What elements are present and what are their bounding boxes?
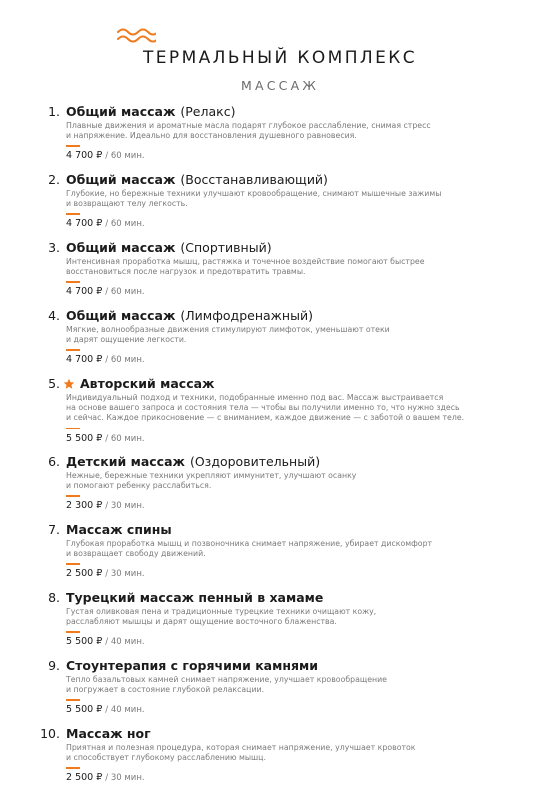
item-number: 1. (48, 104, 60, 119)
item-title (80, 376, 219, 392)
menu-list (0, 104, 560, 794)
price-value: 4 700 ₽ (66, 218, 103, 230)
duration: / 60 мин. (105, 287, 145, 298)
item-name: Массаж ног (66, 726, 151, 741)
menu-item (0, 308, 560, 376)
item-number: 3. (48, 240, 60, 255)
price-divider (66, 213, 80, 215)
price-divider (66, 631, 80, 633)
item-name: Стоунтерапия с горячими камнями (66, 658, 318, 673)
item-price (66, 354, 145, 366)
menu-item (0, 522, 560, 590)
item-price (66, 704, 145, 716)
duration: / 60 мин. (105, 151, 145, 162)
item-name: Общий массаж (66, 104, 176, 119)
item-number: 8. (48, 590, 60, 605)
menu-item (0, 240, 560, 308)
duration: / 40 мин. (105, 705, 145, 716)
item-subtitle: (Релакс) (180, 104, 236, 119)
price-divider (66, 767, 80, 769)
item-price (66, 636, 145, 648)
item-title (66, 590, 328, 606)
item-title (66, 308, 313, 324)
item-subtitle: (Спортивный) (180, 240, 272, 255)
item-number: 10. (40, 726, 60, 741)
item-description: Приятная и полезная процедура, которая снимает напряжение, улучшает кровоток и способствует глубокому расслаблению мышц. (66, 743, 416, 763)
item-title (66, 104, 235, 120)
item-price (66, 286, 145, 298)
item-title (66, 726, 156, 742)
price-divider (66, 145, 80, 147)
item-subtitle: (Лимфодренажный) (180, 308, 313, 323)
item-name: Авторский массаж (80, 376, 215, 391)
price-divider (66, 281, 80, 283)
price-value: 2 500 ₽ (66, 772, 103, 784)
item-subtitle: (Восстанавливающий) (180, 172, 328, 187)
price-divider (66, 495, 80, 497)
item-price (66, 433, 145, 445)
item-number: 4. (48, 308, 60, 323)
price-divider (66, 349, 80, 351)
price-divider (66, 699, 80, 701)
menu-item (0, 454, 560, 522)
item-price (66, 150, 145, 162)
duration: / 30 мин. (105, 501, 145, 512)
menu-item (0, 590, 560, 658)
price-value: 2 300 ₽ (66, 500, 103, 512)
item-description: Густая оливковая пена и традиционные турецкие техники очищают кожу, расслабляют мышцы и дарят ощущение восточного блаженства. (66, 607, 377, 627)
item-price (66, 500, 145, 512)
price-value: 5 500 ₽ (66, 636, 103, 648)
item-number: 5. (48, 376, 60, 391)
duration: / 40 мин. (105, 637, 145, 648)
menu-item (0, 726, 560, 794)
price-value: 4 700 ₽ (66, 286, 103, 298)
price-value: 5 500 ₽ (66, 432, 103, 444)
menu-item (0, 104, 560, 172)
price-value: 2 500 ₽ (66, 568, 103, 580)
item-title (66, 522, 177, 538)
page-subtitle: МАССАЖ (240, 78, 319, 93)
item-name: Детский массаж (66, 454, 185, 469)
star-icon (63, 378, 75, 390)
item-name: Общий массаж (66, 240, 176, 255)
duration: / 30 мин. (105, 569, 145, 580)
item-description: Мягкие, волнообразные движения стимулируют лимфоток, уменьшают отеки и дарят ощущение легкости. (66, 325, 390, 345)
duration: / 60 мин. (105, 355, 145, 366)
item-description: Тепло базальтовых камней снимает напряжение, улучшает кровообращение и погружает в состояние глубокой релаксации. (66, 675, 387, 695)
item-description: Нежные, бережные техники укрепляют иммунитет, улучшают осанку и помогают ребенку расслабиться. (66, 471, 357, 491)
item-name: Турецкий массаж пенный в хамаме (66, 590, 324, 605)
item-title (66, 172, 328, 188)
item-subtitle: (Оздоровительный) (189, 454, 321, 469)
item-number: 9. (48, 658, 60, 673)
price-divider (66, 428, 80, 430)
item-number: 7. (48, 522, 60, 537)
duration: / 60 мин. (105, 433, 145, 444)
item-name: Массаж спины (66, 522, 172, 537)
duration: / 30 мин. (105, 773, 145, 784)
duration: / 60 мин. (105, 219, 145, 230)
menu-item (0, 172, 560, 240)
item-description: Глубокие, но бережные техники улучшают кровообращение, снимают мышечные зажимы и возвращают телу легкость. (66, 189, 442, 209)
menu-item (0, 658, 560, 726)
price-value: 4 700 ₽ (66, 150, 103, 162)
menu-item (0, 376, 560, 454)
waves-icon (116, 26, 156, 46)
item-title (66, 240, 272, 256)
item-price (66, 218, 145, 230)
item-price (66, 568, 145, 580)
item-description: Интенсивная проработка мышц, растяжка и точечное воздействие помогают быстрее восстановиться после нагрузок и предотвратить травмы. (66, 257, 425, 277)
item-title (66, 658, 323, 674)
item-description: Глубокая проработка мышц и позвоночника снимает напряжение, убирает дискомфорт и возвращает свободу движений. (66, 539, 433, 559)
item-number: 2. (48, 172, 60, 187)
item-name: Общий массаж (66, 172, 176, 187)
item-description: Плавные движения и ароматные масла подарят глубокое расслабление, снимая стресс и напряжение. Идеально для восстановления душевного равновесия. (66, 121, 431, 141)
price-divider (66, 563, 80, 565)
price-value: 4 700 ₽ (66, 354, 103, 366)
page-title: ТЕРМАЛЬНЫЙ КОМПЛЕКС (143, 48, 417, 68)
price-value: 5 500 ₽ (66, 704, 103, 716)
item-price (66, 772, 145, 784)
item-name: Общий массаж (66, 308, 176, 323)
item-title (66, 454, 320, 470)
item-number: 6. (48, 454, 60, 469)
item-description: Индивидуальный подход и техники, подобранные именно под вас. Массаж выстраивается на основе вашего запроса и состояния тела — чтобы вы получили именно то, что нужно здесь и сейчас. Каждое прикосновение — с вниманием, каждое движение — с заботой о вашем теле. (66, 393, 465, 423)
